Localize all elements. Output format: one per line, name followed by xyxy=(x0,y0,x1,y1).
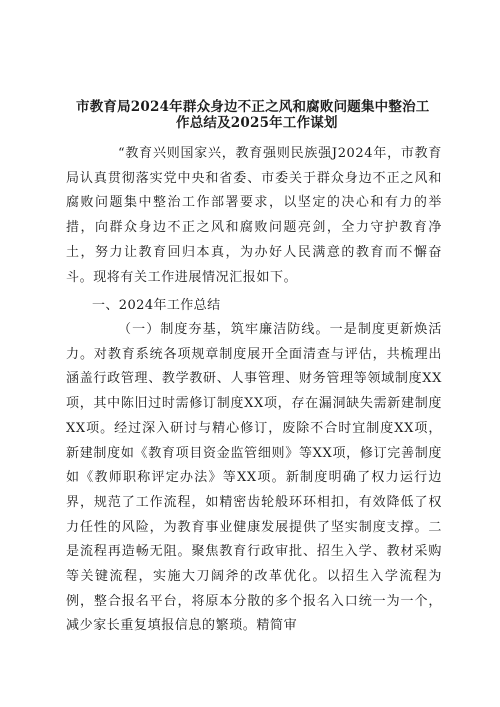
intro-paragraph: “教育兴则国家兴，教育强则民族强J2024年，市教育局认真贯彻落实党中央和省委、市委关于群众身边不正之风和腐败问题集中整治工作部署要求，以坚定的决心和有力的举措，向群众身边不正之风和腐败问题亮剑，全力守护教育净土，努力让教育回归本真，为办好人民满意的教育而不懈奋斗。现将有关工作进展情况汇报如下。 xyxy=(66,146,442,285)
section-heading: 一、2024年工作总结 xyxy=(92,298,221,313)
body-paragraph: （一）制度夯基，筑牢廉洁防线。一是制度更新焕活力。对教育系统各项规章制度展开全面清查与评估，共梳理出涵盖行政管理、教学教研、人事管理、财务管理等领域制度XX项，其中陈旧过时需修订制度XX项，存在漏洞缺失需新建制度XX项。经过深入研讨与精心修订，废除不合时宜制度XX项，新建制度如《教育项目资金监管细则》等XX项，修订完善制度如《教师职称评定办法》等XX项。新制度明确了权力运行边界，规范了工作流程，如精密齿轮般环环相扣，有效降低了权力任性的风险，为教育事业健康发展提供了坚实制度支撑。二是流程再造畅无阻。聚焦教育行政审批、招生入学、教材采购等关键流程，实施大刀阔斧的改革优化。以招生入学流程为例，整合报名平台，将原本分散的多个报名入口统一为一个，减少家长重复填报信息的繁琐。精简审 xyxy=(66,322,442,634)
document-title-line-1: 市教育局2024年群众身边不正之风和腐败问题集中整治工 xyxy=(76,99,430,115)
document-title-line-2: 作总结及2025年工作谋划 xyxy=(176,115,338,131)
